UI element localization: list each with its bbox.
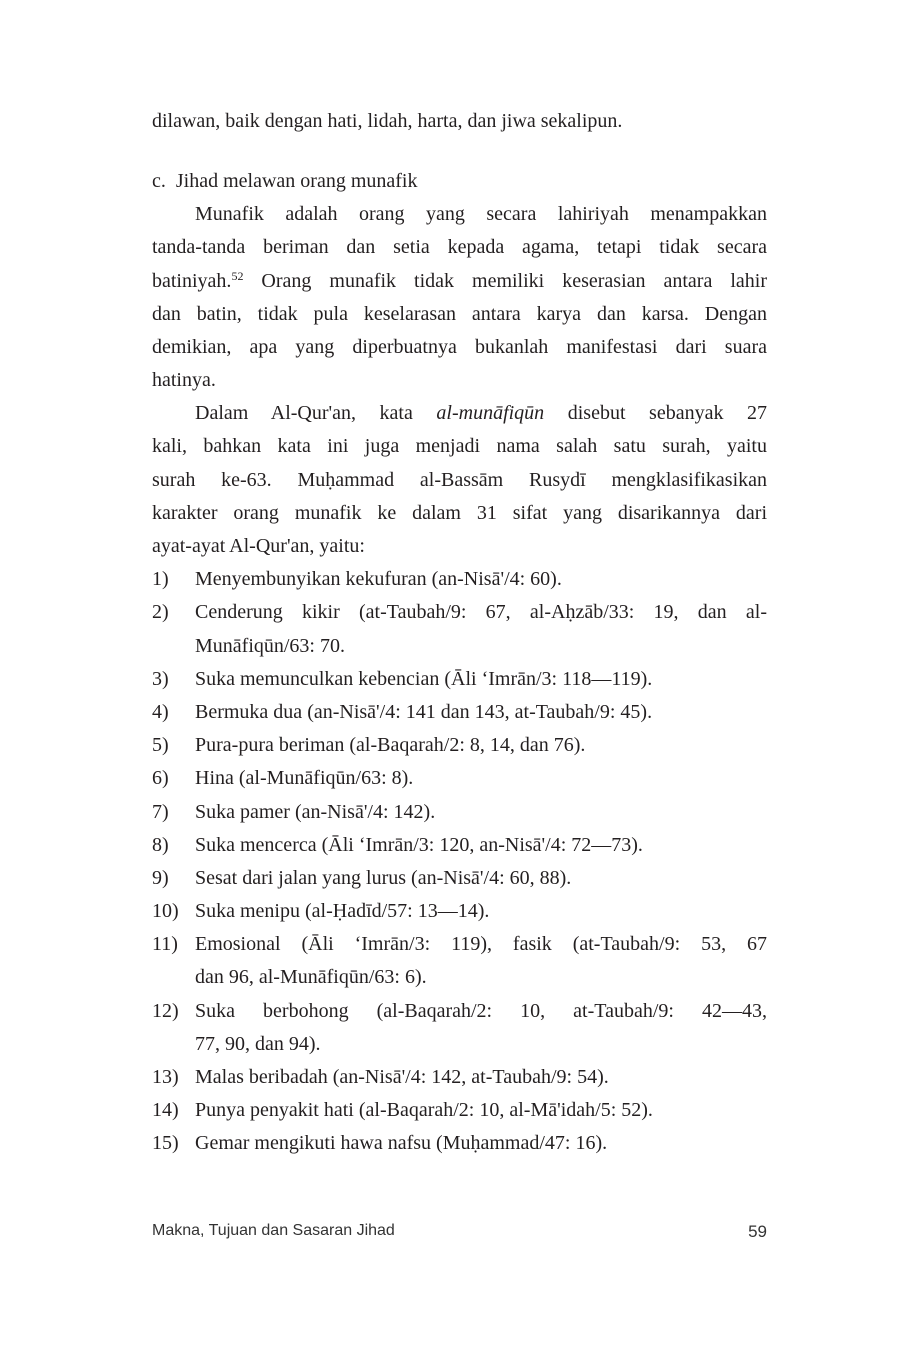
text-run: batiniyah.	[152, 269, 232, 292]
text-line: 77, 90, dan 94).	[195, 1032, 321, 1055]
list-item	[152, 762, 767, 795]
list-number: 15)	[152, 1132, 179, 1155]
list-item	[152, 829, 767, 862]
list-item	[152, 796, 767, 829]
text-line: hatinya.	[152, 369, 216, 392]
list-item	[152, 995, 767, 1061]
continuation-line: dilawan, baik dengan hati, lidah, harta, dan jiwa sekalipun.	[152, 110, 623, 132]
page-body	[152, 105, 767, 1161]
text-line: dan 96, al-Munāfiqūn/63: 6).	[195, 966, 427, 989]
list-item	[152, 928, 767, 994]
list-number: 2)	[152, 601, 169, 624]
list-item	[152, 1094, 767, 1127]
list-number: 5)	[152, 734, 169, 757]
text-run: Orang munafik tidak memiliki keserasian antara lahir	[243, 269, 767, 292]
list-number: 8)	[152, 833, 169, 856]
paragraphs	[152, 198, 767, 563]
text-line: ayat-ayat Al-Qur'an, yaitu:	[152, 535, 365, 558]
text-line: Bermuka dua (an-Nisā'/4: 141 dan 143, at-Taubah/9: 45).	[195, 700, 653, 723]
list-item	[152, 596, 767, 662]
section-title: Jihad melawan orang munafik	[175, 169, 418, 192]
list-number: 7)	[152, 800, 169, 823]
text-line: dan batin, tidak pula keselarasan antara karya dan karsa. Dengan	[152, 302, 767, 325]
list-number: 4)	[152, 700, 169, 723]
text-line: tanda-tanda beriman dan setia kepada agama, tetapi tidak secara	[152, 236, 767, 259]
text-line	[152, 265, 767, 298]
trait-list	[152, 563, 767, 1160]
text-line: Pura-pura beriman (al-Baqarah/2: 8, 14, dan 76).	[195, 734, 586, 757]
text-line: Gemar mengikuti hawa nafsu (Muḥammad/47: 16).	[195, 1132, 608, 1155]
list-number: 3)	[152, 667, 169, 690]
list-number: 14)	[152, 1099, 179, 1122]
text-line: Munafik adalah orang yang secara lahiriyah menampakkan	[195, 203, 767, 226]
section-marker: c.	[152, 169, 166, 192]
text-line: Suka pamer (an-Nisā'/4: 142).	[195, 800, 436, 823]
list-number: 11)	[152, 933, 178, 956]
list-number: 10)	[152, 900, 179, 923]
text-line: Suka menipu (al-Ḥadīd/57: 13—14).	[195, 900, 490, 923]
text-line: Sesat dari jalan yang lurus (an-Nisā'/4: 60, 88).	[195, 866, 572, 889]
text-line: demikian, apa yang diperbuatnya bukanlah manifestasi dari suara	[152, 335, 767, 358]
list-item	[152, 895, 767, 928]
list-item	[152, 1127, 767, 1160]
text-line: Suka berbohong (al-Baqarah/2: 10, at-Taubah/9: 42—43,	[195, 999, 767, 1022]
text-line: Suka memunculkan kebencian (Āli ‘Imrān/3: 118—119).	[195, 667, 653, 690]
text-run: disebut sebanyak 27	[544, 402, 768, 425]
italic-term: al-munāfiqūn	[436, 402, 545, 425]
text-line: Suka mencerca (Āli ‘Imrān/3: 120, an-Nisā'/4: 72—73).	[195, 833, 643, 856]
page-footer	[152, 1222, 767, 1240]
text-line: surah ke-63. Muḥammad al-Bassām Rusydī mengklasifikasikan	[152, 468, 767, 491]
list-item	[152, 696, 767, 729]
list-number: 1)	[152, 568, 169, 591]
page-number: 59	[748, 1222, 767, 1241]
footnote-ref[interactable]: 52	[231, 268, 244, 283]
running-title: Makna, Tujuan dan Sasaran Jihad	[152, 1222, 395, 1239]
text-line: Hina (al-Munāfiqūn/63: 8).	[195, 767, 414, 790]
list-number: 9)	[152, 866, 169, 889]
list-number: 13)	[152, 1066, 179, 1089]
list-item	[152, 862, 767, 895]
section-heading	[152, 165, 767, 198]
text-line: karakter orang munafik ke dalam 31 sifat yang disarikannya dari	[152, 501, 767, 524]
list-item	[152, 1061, 767, 1094]
text-line: Cenderung kikir (at-Taubah/9: 67, al-Aḥzāb/33: 19, dan al-	[195, 601, 767, 624]
list-number: 6)	[152, 767, 169, 790]
text-line: kali, bahkan kata ini juga menjadi nama salah satu surah, yaitu	[152, 435, 767, 458]
list-item	[152, 729, 767, 762]
list-number: 12)	[152, 999, 179, 1022]
text-run: Dalam Al-Qur'an, kata	[195, 402, 437, 425]
text-line: Emosional (Āli ‘Imrān/3: 119), fasik (at-Taubah/9: 53, 67	[195, 933, 767, 956]
text-line: Munāfiqūn/63: 70.	[195, 634, 345, 657]
text-line: Menyembunyikan kekufuran (an-Nisā'/4: 60).	[195, 568, 562, 591]
text-line: Punya penyakit hati (al-Baqarah/2: 10, al-Mā'idah/5: 52).	[195, 1099, 653, 1122]
list-item	[152, 563, 767, 596]
paragraph	[152, 198, 767, 397]
text-line: Malas beribadah (an-Nisā'/4: 142, at-Taubah/9: 54).	[195, 1066, 609, 1089]
paragraph	[152, 397, 767, 563]
text-line	[152, 397, 767, 430]
list-item	[152, 663, 767, 696]
